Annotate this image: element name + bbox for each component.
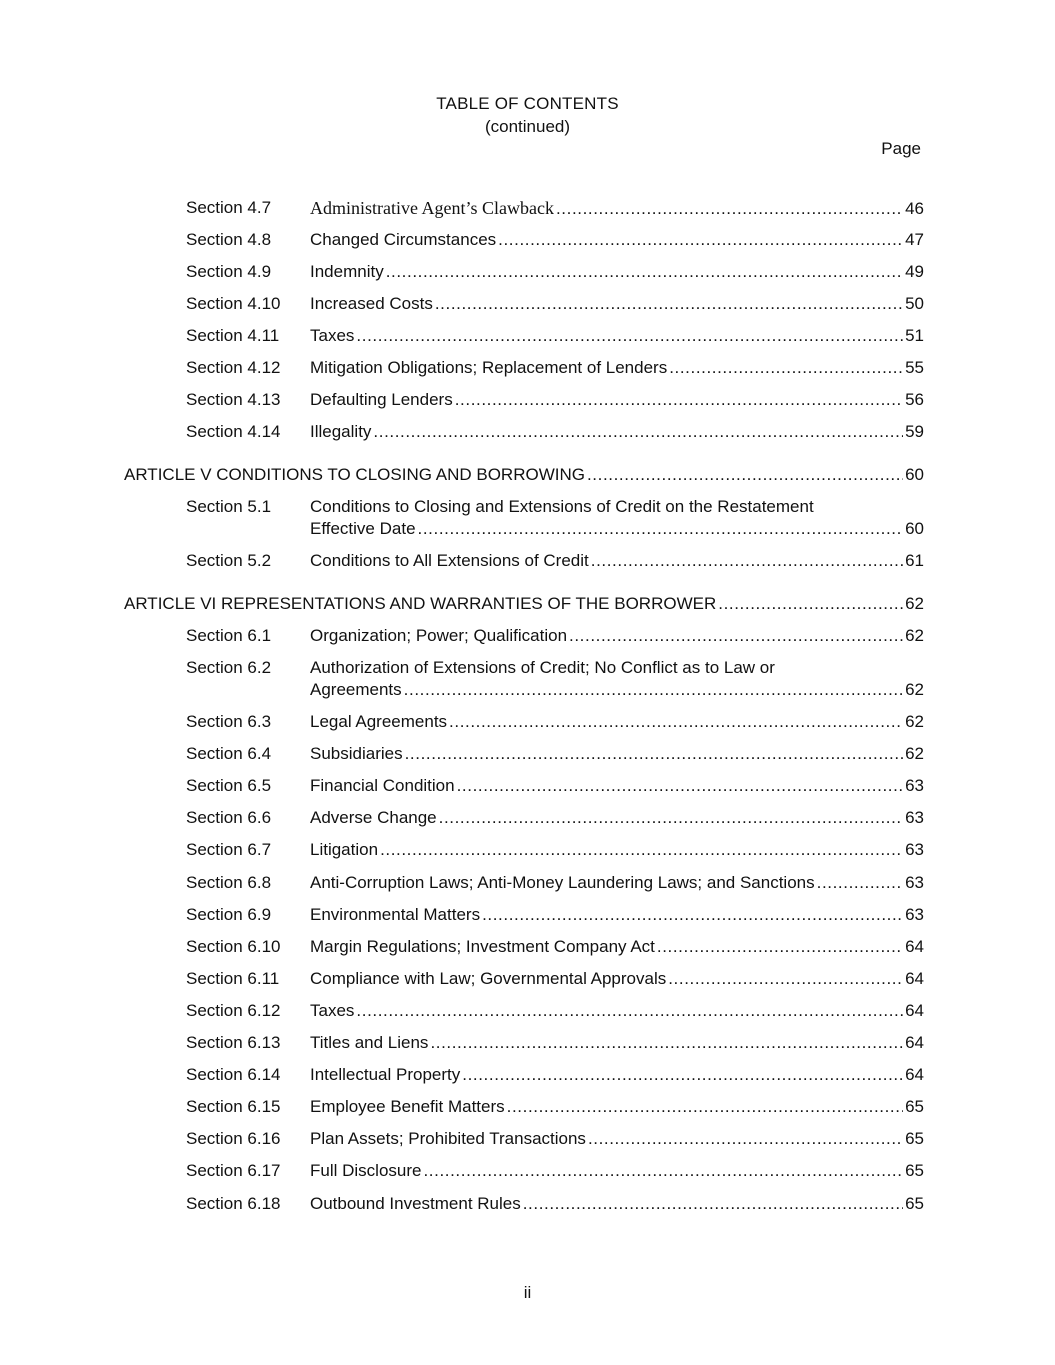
dot-leader xyxy=(455,389,903,411)
entry-leader-line xyxy=(310,357,924,379)
entry-leader-line xyxy=(310,550,924,572)
entry-leader-line xyxy=(310,775,924,797)
section-number: Section 6.1 xyxy=(186,626,272,645)
section-number: Section 4.9 xyxy=(186,262,272,281)
dot-leader xyxy=(668,968,903,990)
entry-title: Environmental Matters xyxy=(310,905,481,924)
entry-title: Administrative Agent’s Clawback xyxy=(310,198,554,218)
entry-title: Titles and Liens xyxy=(310,1033,429,1052)
entry-page-number: 65 xyxy=(905,1161,924,1180)
section-number: Section 4.12 xyxy=(186,358,281,377)
entry-page-number: 61 xyxy=(905,551,924,570)
entry-page-number: 62 xyxy=(905,680,924,699)
entry-title: Margin Regulations; Investment Company Act xyxy=(310,937,655,956)
entry-page-number: 46 xyxy=(905,199,924,218)
entry-page-number: 55 xyxy=(905,358,924,377)
dot-leader xyxy=(588,1128,903,1150)
dot-leader xyxy=(657,936,903,958)
entry-leader-line xyxy=(310,197,924,220)
entry-leader-line xyxy=(310,936,924,958)
dot-leader xyxy=(430,1032,903,1054)
section-number: Section 6.10 xyxy=(186,937,281,956)
entry-page-number: 65 xyxy=(905,1097,924,1116)
entry-page-number: 56 xyxy=(905,390,924,409)
entry-page-number: 60 xyxy=(905,465,924,484)
section-number: Section 6.5 xyxy=(186,776,272,795)
entry-title: Effective Date xyxy=(310,519,416,538)
dot-leader xyxy=(587,464,903,486)
entry-title: Conditions to All Extensions of Credit xyxy=(310,551,589,570)
entry-title: Anti-Corruption Laws; Anti-Money Laundering Laws; and Sanctions xyxy=(310,873,815,892)
entry-page-number: 63 xyxy=(905,873,924,892)
page-column-label: Page xyxy=(881,139,921,158)
entry-page-number: 64 xyxy=(905,969,924,988)
section-number: Section 6.15 xyxy=(186,1097,281,1116)
section-number: Section 6.4 xyxy=(186,744,272,763)
dot-leader xyxy=(373,421,903,443)
entry-leader-line xyxy=(310,625,924,647)
section-number: Section 6.14 xyxy=(186,1065,281,1084)
entry-leader-line xyxy=(124,464,924,486)
dot-leader xyxy=(569,625,903,647)
entry-leader-line xyxy=(310,1160,924,1182)
entry-page-number: 49 xyxy=(905,262,924,281)
entry-page-number: 63 xyxy=(905,840,924,859)
entry-title: Outbound Investment Rules xyxy=(310,1194,521,1213)
section-number: Section 6.18 xyxy=(186,1194,281,1213)
entry-title: Organization; Power; Qualification xyxy=(310,626,568,645)
dot-leader xyxy=(404,679,903,701)
entry-leader-line xyxy=(310,1128,924,1150)
entry-page-number: 64 xyxy=(905,1033,924,1052)
entry-title: Indemnity xyxy=(310,262,384,281)
section-number: Section 6.7 xyxy=(186,840,272,859)
entry-title: Full Disclosure xyxy=(310,1161,422,1180)
entry-title: Compliance with Law; Governmental Approvals xyxy=(310,969,667,988)
dot-leader xyxy=(457,775,903,797)
entry-page-number: 65 xyxy=(905,1194,924,1213)
toc-title: TABLE OF CONTENTS xyxy=(436,94,619,113)
page-number: ii xyxy=(523,1283,532,1302)
entry-page-number: 60 xyxy=(905,519,924,538)
entry-title: Litigation xyxy=(310,840,379,859)
entry-leader-line xyxy=(310,1096,924,1118)
entry-leader-line xyxy=(310,872,924,894)
entry-leader-line xyxy=(310,904,924,926)
entry-leader-line xyxy=(310,421,924,443)
entry-title-line1: Authorization of Extensions of Credit; No Conflict as to Law or xyxy=(310,658,775,677)
entry-title: Legal Agreements xyxy=(310,712,448,731)
dot-leader xyxy=(669,357,903,379)
entry-title: Intellectual Property xyxy=(310,1065,461,1084)
section-number: Section 4.10 xyxy=(186,294,281,313)
toc-subtitle: (continued) xyxy=(484,117,571,136)
entry-page-number: 50 xyxy=(905,294,924,313)
entry-title: Subsidiaries xyxy=(310,744,403,763)
entry-leader-line xyxy=(310,679,924,701)
section-number: Section 4.13 xyxy=(186,390,281,409)
section-number: Section 6.17 xyxy=(186,1161,281,1180)
entry-title: Changed Circumstances xyxy=(310,230,497,249)
entry-page-number: 62 xyxy=(905,744,924,763)
dot-leader xyxy=(435,293,903,315)
section-number: Section 4.14 xyxy=(186,422,281,441)
entry-title: Taxes xyxy=(310,1001,355,1020)
section-number: Section 6.12 xyxy=(186,1001,281,1020)
section-number: Section 4.11 xyxy=(186,326,280,345)
entry-leader-line xyxy=(310,743,924,765)
entry-title: Illegality xyxy=(310,422,372,441)
section-number: Section 5.1 xyxy=(186,497,272,516)
entry-page-number: 64 xyxy=(905,937,924,956)
entry-page-number: 64 xyxy=(905,1065,924,1084)
section-number: Section 6.6 xyxy=(186,808,272,827)
entry-page-number: 59 xyxy=(905,422,924,441)
entry-leader-line xyxy=(310,807,924,829)
entry-title: Plan Assets; Prohibited Transactions xyxy=(310,1129,586,1148)
entry-leader-line xyxy=(310,1032,924,1054)
dot-leader xyxy=(405,743,903,765)
entry-leader-line xyxy=(310,389,924,411)
entry-page-number: 63 xyxy=(905,808,924,827)
dot-leader xyxy=(356,1000,903,1022)
dot-leader xyxy=(380,839,903,861)
dot-leader xyxy=(449,711,903,733)
dot-leader xyxy=(523,1193,903,1215)
entry-page-number: 64 xyxy=(905,1001,924,1020)
dot-leader xyxy=(507,1096,903,1118)
dot-leader xyxy=(418,518,904,540)
dot-leader xyxy=(439,807,903,829)
entry-page-number: 63 xyxy=(905,776,924,795)
entry-title: Financial Condition xyxy=(310,776,455,795)
dot-leader xyxy=(386,261,903,283)
dot-leader xyxy=(482,904,903,926)
entry-leader-line xyxy=(310,229,924,251)
section-number: Section 4.7 xyxy=(186,198,272,217)
entry-title: Agreements xyxy=(310,680,402,699)
entry-leader-line xyxy=(310,1000,924,1022)
entry-title: Increased Costs xyxy=(310,294,433,313)
dot-leader xyxy=(498,229,903,251)
section-number: Section 6.3 xyxy=(186,712,272,731)
entry-leader-line xyxy=(310,839,924,861)
section-number: Section 6.13 xyxy=(186,1033,281,1052)
section-number: Section 6.9 xyxy=(186,905,272,924)
dot-leader xyxy=(556,198,903,220)
entry-title: Employee Benefit Matters xyxy=(310,1097,505,1116)
dot-leader xyxy=(356,325,903,347)
entry-leader-line xyxy=(310,518,924,540)
section-number: Section 6.11 xyxy=(186,969,280,988)
entry-leader-line xyxy=(310,968,924,990)
entry-title-line1: Conditions to Closing and Extensions of Credit on the Restatement xyxy=(310,497,814,516)
entry-page-number: 62 xyxy=(905,626,924,645)
entry-page-number: 65 xyxy=(905,1129,924,1148)
entry-leader-line xyxy=(310,261,924,283)
entry-page-number: 47 xyxy=(905,230,924,249)
entry-leader-line xyxy=(310,325,924,347)
entry-title: Adverse Change xyxy=(310,808,437,827)
section-number: Section 5.2 xyxy=(186,551,272,570)
entry-page-number: 51 xyxy=(905,326,924,345)
section-number: Section 6.16 xyxy=(186,1129,281,1148)
section-number: Section 6.2 xyxy=(186,658,272,677)
dot-leader xyxy=(817,872,903,894)
entry-page-number: 62 xyxy=(905,712,924,731)
entry-title: Mitigation Obligations; Replacement of Lenders xyxy=(310,358,668,377)
dot-leader xyxy=(718,593,903,615)
dot-leader xyxy=(462,1064,903,1086)
section-number: Section 6.8 xyxy=(186,873,272,892)
entry-leader-line xyxy=(310,1064,924,1086)
entry-leader-line xyxy=(310,293,924,315)
entry-leader-line xyxy=(124,593,924,615)
entry-page-number: 62 xyxy=(905,594,924,613)
entry-page-number: 63 xyxy=(905,905,924,924)
entry-title: ARTICLE VI REPRESENTATIONS AND WARRANTIES OF THE BORROWER xyxy=(124,594,717,613)
dot-leader xyxy=(591,550,903,572)
entry-title: Taxes xyxy=(310,326,355,345)
entry-leader-line xyxy=(310,1193,924,1215)
entry-title: ARTICLE V CONDITIONS TO CLOSING AND BORROWING xyxy=(124,465,585,484)
dot-leader xyxy=(423,1160,903,1182)
entry-title: Defaulting Lenders xyxy=(310,390,453,409)
section-number: Section 4.8 xyxy=(186,230,272,249)
entry-leader-line xyxy=(310,711,924,733)
